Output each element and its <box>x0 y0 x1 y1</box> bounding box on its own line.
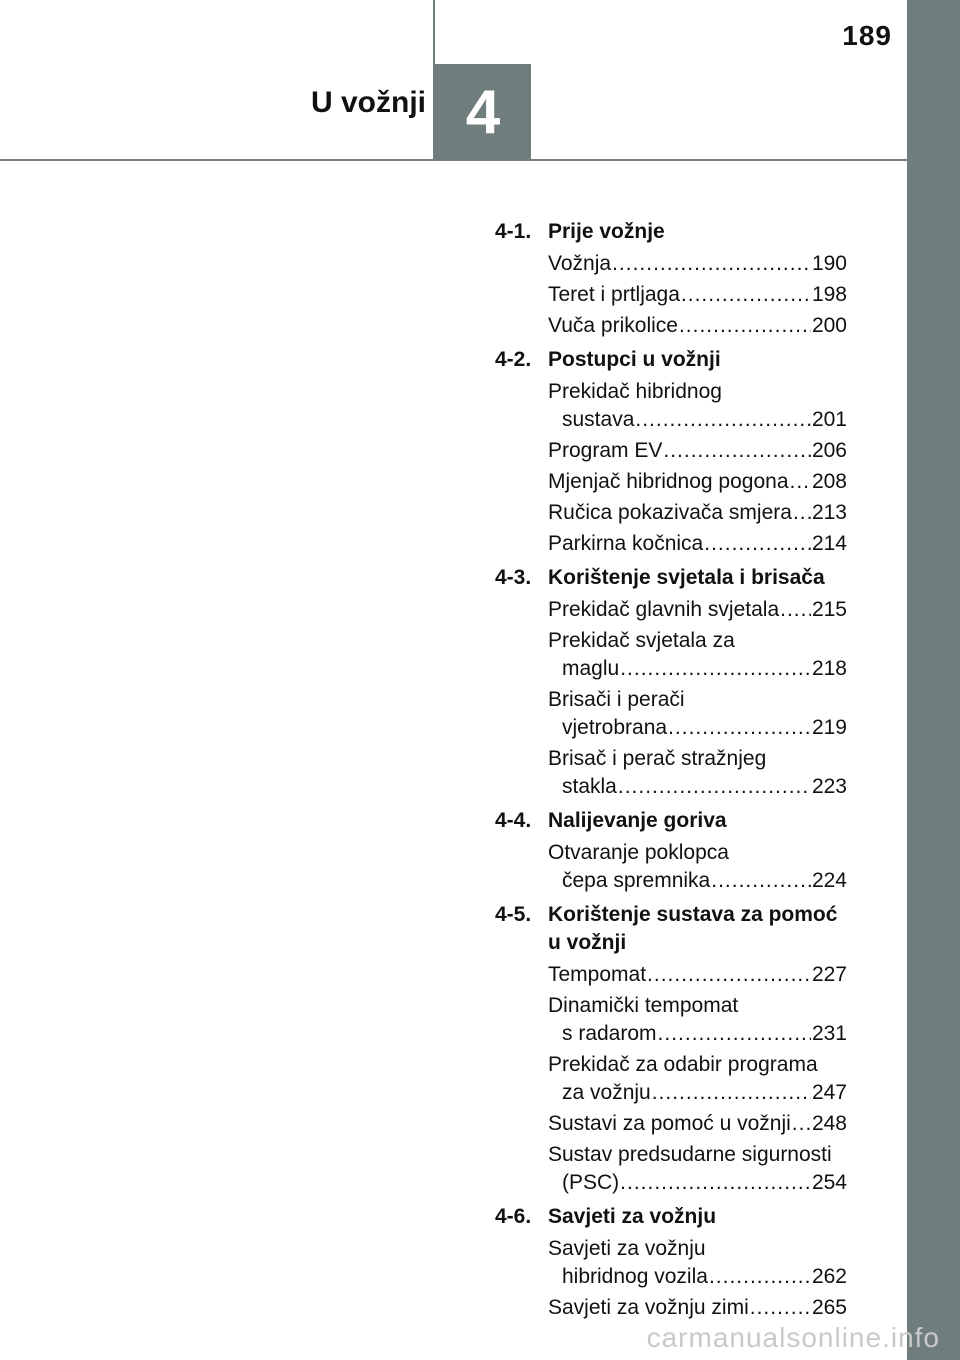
entry-title: Ručica pokazivača smjera <box>548 501 792 524</box>
dot-leader <box>709 1263 811 1291</box>
toc-entry[interactable] <box>548 499 847 527</box>
toc-entry[interactable] <box>548 1051 847 1107</box>
entry-leader-row <box>548 773 847 801</box>
entry-title-line: Prekidač svjetala za <box>548 629 735 652</box>
entry-title: Parkirna kočnica <box>548 532 704 555</box>
entry-page-number: 206 <box>811 439 847 462</box>
entry-page-number: 219 <box>811 716 847 739</box>
entry-page-number: 213 <box>811 501 847 524</box>
section-number: 4-4. <box>495 809 532 832</box>
entry-leader-row <box>548 867 847 895</box>
entry-title: Savjeti za vožnju zimi <box>548 1296 749 1319</box>
dot-leader <box>704 530 811 558</box>
section-title: Prije vožnje <box>548 220 665 243</box>
toc-entry[interactable] <box>548 281 847 309</box>
entry-page-number: 247 <box>811 1081 847 1104</box>
toc-entry[interactable] <box>548 378 847 434</box>
toc-section <box>495 807 847 895</box>
entry-title: Vuča prikolice <box>548 314 678 337</box>
toc-section-heading[interactable] <box>495 901 847 957</box>
entry-title: sustava <box>562 408 635 431</box>
entry-leader-row <box>548 1079 847 1107</box>
table-of-contents <box>495 218 847 1328</box>
dot-leader <box>711 867 811 895</box>
dot-leader <box>652 1079 811 1107</box>
entry-title: Prekidač glavnih svjetala <box>548 598 780 621</box>
entry-title-line: Brisač i perač stražnjeg <box>548 747 767 770</box>
entry-title-line: Dinamički tempomat <box>548 994 739 1017</box>
entry-page-number: 208 <box>811 470 847 493</box>
toc-entry[interactable] <box>548 745 847 801</box>
toc-entry[interactable] <box>548 627 847 683</box>
entry-page-number: 227 <box>811 963 847 986</box>
toc-entry[interactable] <box>548 1141 847 1197</box>
entry-page-number: 223 <box>811 775 847 798</box>
toc-entry[interactable] <box>548 312 847 340</box>
entry-page-number: 198 <box>811 283 847 306</box>
dot-leader <box>750 1294 811 1322</box>
entry-title: za vožnju <box>562 1081 651 1104</box>
entry-page-number: 200 <box>811 314 847 337</box>
entry-title: Tempomat <box>548 963 647 986</box>
toc-section-heading[interactable] <box>495 218 847 246</box>
toc-section-heading[interactable] <box>495 807 847 835</box>
entry-leader-row <box>548 655 847 683</box>
entry-page-number: 265 <box>811 1296 847 1319</box>
entry-title: maglu <box>562 657 620 680</box>
chapter-title: U vožnji <box>310 86 426 119</box>
toc-entry[interactable] <box>548 1294 847 1322</box>
dot-leader <box>681 281 811 309</box>
entry-title: Sustavi za pomoć u vožnji <box>548 1112 791 1135</box>
dot-leader <box>620 655 811 683</box>
entry-leader-row <box>548 437 847 465</box>
toc-entry[interactable] <box>548 468 847 496</box>
section-title: Korištenje svjetala i brisača <box>548 566 825 589</box>
toc-section-heading[interactable] <box>495 564 847 592</box>
toc-entry[interactable] <box>548 686 847 742</box>
toc-section-heading[interactable] <box>495 1203 847 1231</box>
entry-title-line: Brisači i perači <box>548 688 685 711</box>
dot-leader <box>658 1020 811 1048</box>
dot-leader <box>618 773 811 801</box>
dot-leader <box>647 961 811 989</box>
entry-title: s radarom <box>562 1022 657 1045</box>
section-number: 4-5. <box>495 903 532 926</box>
entry-page-number: 215 <box>811 598 847 621</box>
chapter-number: 4 <box>465 78 501 147</box>
dot-leader <box>790 468 811 496</box>
toc-entry[interactable] <box>548 596 847 624</box>
entry-leader-row <box>548 406 847 434</box>
entry-leader-row <box>548 961 847 989</box>
toc-section-heading[interactable] <box>495 346 847 374</box>
dot-leader <box>679 312 811 340</box>
toc-section <box>495 346 847 558</box>
entry-page-number: 262 <box>811 1265 847 1288</box>
dot-leader <box>780 596 811 624</box>
toc-section <box>495 218 847 340</box>
toc-entry[interactable] <box>548 961 847 989</box>
entry-leader-row <box>548 1110 847 1138</box>
toc-entry[interactable] <box>548 530 847 558</box>
entry-leader-row <box>548 1020 847 1048</box>
entry-page-number: 201 <box>811 408 847 431</box>
entry-leader-row <box>548 530 847 558</box>
section-title: Savjeti za vožnju <box>548 1205 717 1228</box>
toc-entry[interactable] <box>548 437 847 465</box>
section-number: 4-1. <box>495 220 532 243</box>
entry-page-number: 190 <box>811 252 847 275</box>
entry-leader-row <box>548 312 847 340</box>
entry-page-number: 254 <box>811 1171 847 1194</box>
dot-leader <box>663 437 811 465</box>
section-title: Postupci u vožnji <box>548 348 721 371</box>
entry-title: (PSC) <box>562 1171 620 1194</box>
entry-title: vjetrobrana <box>562 716 668 739</box>
toc-section <box>495 901 847 1197</box>
toc-section <box>495 564 847 801</box>
entry-leader-row <box>548 250 847 278</box>
entry-title-line: Prekidač hibridnog <box>548 380 722 403</box>
entry-leader-row <box>548 1169 847 1197</box>
section-number: 4-3. <box>495 566 532 589</box>
section-title: Nalijevanje goriva <box>548 809 727 832</box>
watermark: carmanualsonline.info <box>646 1322 940 1353</box>
toc-entry[interactable] <box>548 992 847 1048</box>
toc-entry[interactable] <box>548 1235 847 1291</box>
entry-leader-row <box>548 714 847 742</box>
entry-leader-row <box>548 596 847 624</box>
chapter-number-box <box>435 64 531 161</box>
entry-leader-row <box>548 468 847 496</box>
entry-leader-row <box>548 281 847 309</box>
section-number: 4-2. <box>495 348 532 371</box>
dot-leader <box>620 1169 811 1197</box>
dot-leader <box>612 250 811 278</box>
entry-title-line: Prekidač za odabir programa <box>548 1053 818 1076</box>
dot-leader <box>668 714 811 742</box>
entry-title-line: Savjeti za vožnju <box>548 1237 706 1260</box>
toc-entry[interactable] <box>548 250 847 278</box>
dot-leader <box>792 1110 811 1138</box>
chapter-side-tab <box>907 0 960 1360</box>
toc-entry[interactable] <box>548 1110 847 1138</box>
entry-page-number: 248 <box>811 1112 847 1135</box>
entry-leader-row <box>548 499 847 527</box>
entry-title: Vožnja <box>548 252 612 275</box>
entry-title: Program EV <box>548 439 663 462</box>
entry-title-line: Otvaranje poklopca <box>548 841 729 864</box>
section-title: Korištenje sustava za pomoć u vožnji <box>548 903 838 954</box>
entry-title: stakla <box>562 775 617 798</box>
entry-page-number: 218 <box>811 657 847 680</box>
entry-title: Teret i prtljaga <box>548 283 680 306</box>
toc-section <box>495 1203 847 1322</box>
entry-title: Mjenjač hibridnog pogona <box>548 470 789 493</box>
entry-page-number: 231 <box>811 1022 847 1045</box>
entry-title: čepa spremnika <box>562 869 711 892</box>
dot-leader <box>635 406 811 434</box>
dot-leader <box>793 499 811 527</box>
entry-leader-row <box>548 1294 847 1322</box>
toc-entry[interactable] <box>548 839 847 895</box>
entry-page-number: 224 <box>811 869 847 892</box>
entry-title-line: Sustav predsudarne sigurnosti <box>548 1143 832 1166</box>
page-number: 189 <box>842 20 892 51</box>
entry-leader-row <box>548 1263 847 1291</box>
entry-title: hibridnog vozila <box>562 1265 708 1288</box>
entry-page-number: 214 <box>811 532 847 555</box>
section-number: 4-6. <box>495 1205 532 1228</box>
